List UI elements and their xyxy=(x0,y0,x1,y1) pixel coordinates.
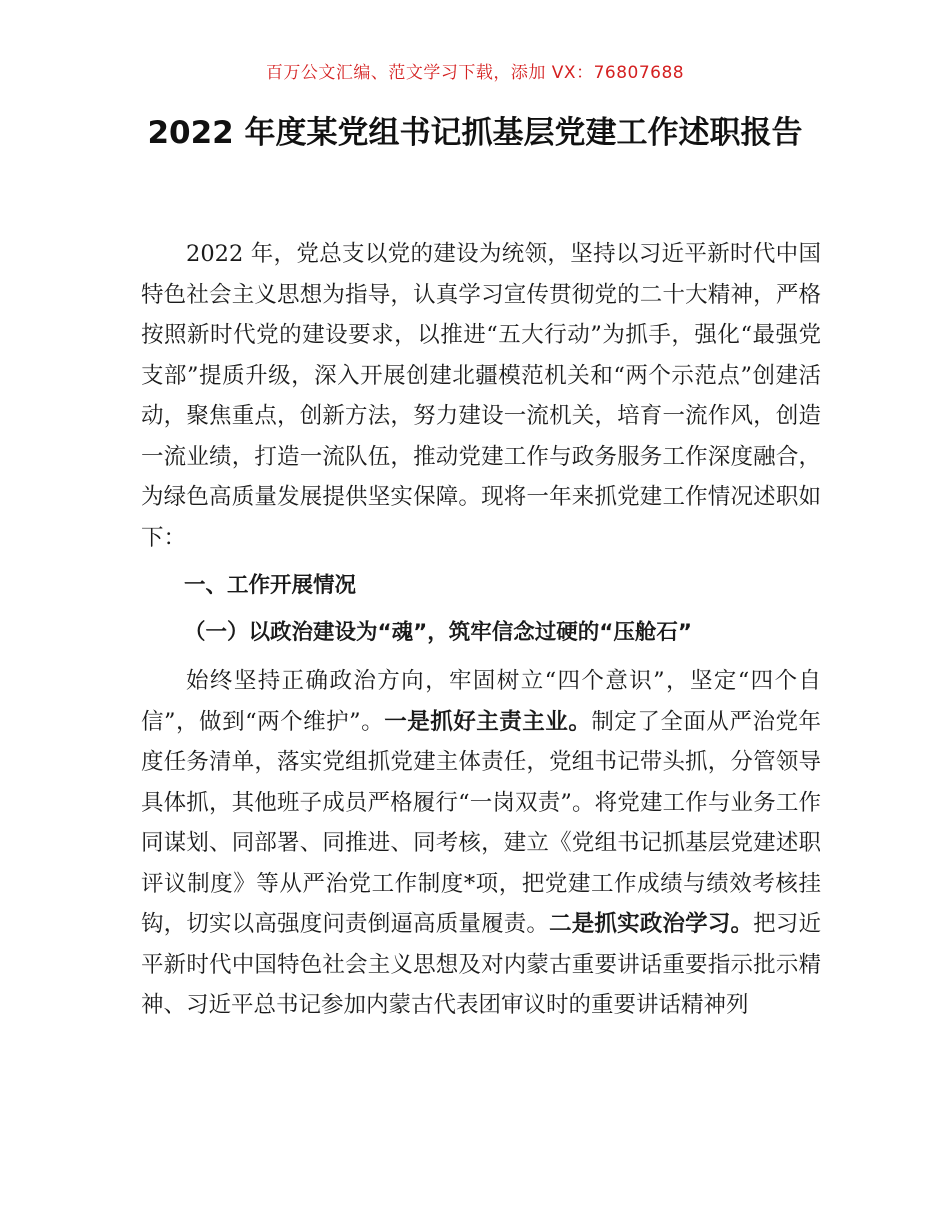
subsection-heading: （一）以政治建设为“魂”，筑牢信念过硬的“压舱石” xyxy=(184,619,693,645)
body-paragraph xyxy=(141,661,821,1026)
document-body xyxy=(141,234,821,1026)
paragraph-text: 始终坚持正确政治方向，牢固树立“四个意识”，坚定“四个自信”，做到“两个维护”。 xyxy=(141,668,821,735)
document-title: 2022 年度某党组书记抓基层党建工作述职报告 xyxy=(147,115,803,151)
bold-phrase: 二是抓实政治学习。 xyxy=(549,911,754,937)
intro-paragraph: 2022 年，党总支以党的建设为统领，坚持以习近平新时代中国特色社会主义思想为指导，认真学习宣传贯彻党的二十大精神，严格按照新时代党的建设要求，以推进“五大行动”为抓手，强化“最强党支部”提质升级，深入开展创建北疆模范机关和“两个示范点”创建活动，聚焦重点，创新方法，努力建设一流机关，培育一流作风，创造一流业绩，打造一流队伍，推动党建工作与政务服务工作深度融合，为绿色高质量发展提供坚实保障。现将一年来抓党建工作情况述职如下： xyxy=(141,241,821,551)
bold-phrase: 一是抓好主责主业。 xyxy=(384,708,592,735)
section-heading: 一、工作开展情况 xyxy=(184,573,357,598)
paragraph-text: 制定了全面从严治党年度任务清单，落实党组抓党建主体责任，党组书记带头抓，分管领导具体抓，其他班子成员严格履行“一岗双责”。将党建工作与业务工作同谋划、同部署、同推进、同考核，建立《党组书记抓基层党建述职评议制度》等从严治党工作制度*项，把党建工作成绩与绩效考核挂钩，切实以高强度问责倒逼高质量履责。 xyxy=(141,708,821,937)
paragraph-text: 把习近平新时代中国特色社会主义思想及对内蒙古重要讲话重要指示批示精神、习近平总书记参加内蒙古代表团审议时的重要讲话精神列 xyxy=(141,911,821,1018)
header-note: 百万公文汇编、范文学习下载，添加 VX：76807688 xyxy=(265,63,685,83)
